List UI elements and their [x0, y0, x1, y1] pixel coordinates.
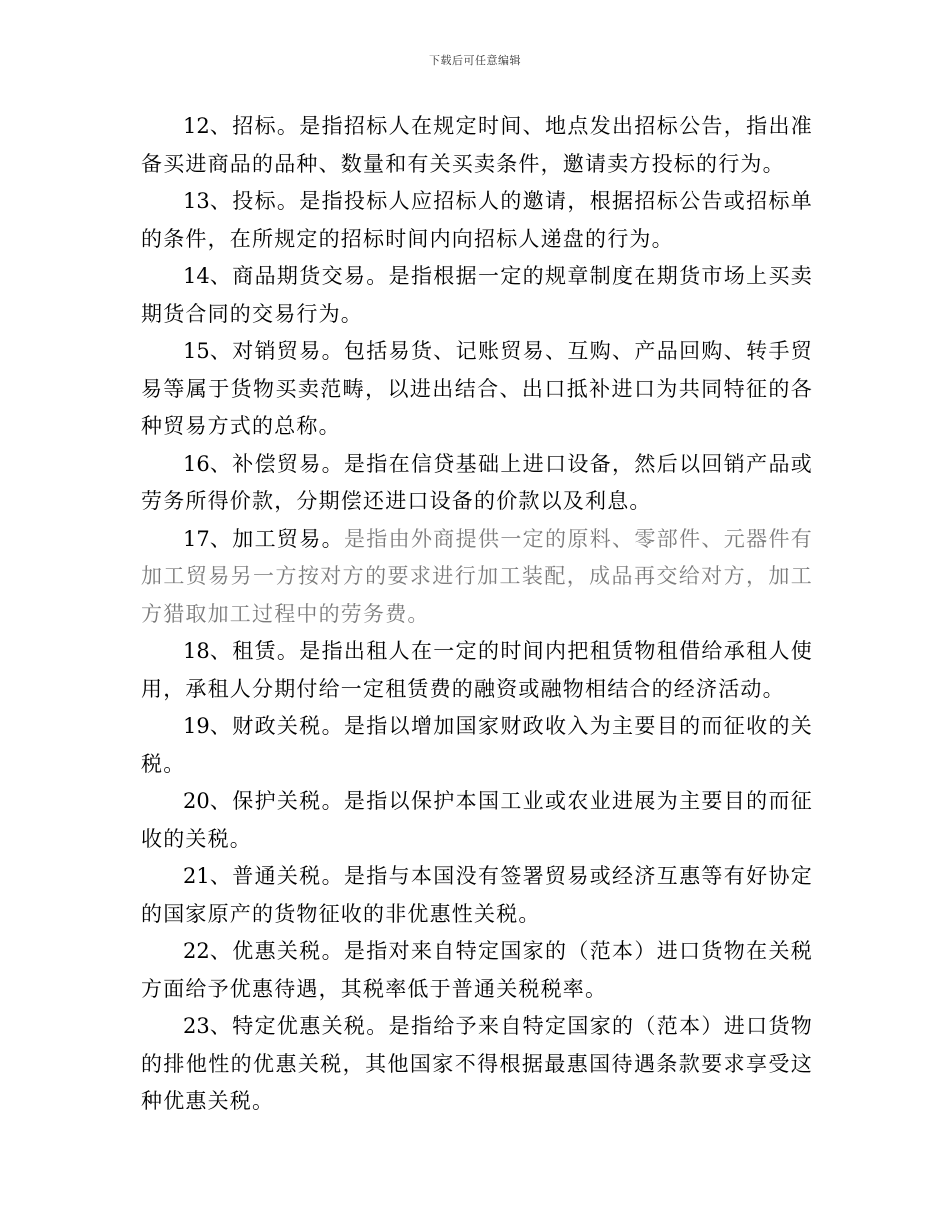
entry-12	[141, 108, 813, 183]
entry-description-muted: 是指由外商提供一定的原料、零部件、元器件有加工贸易另一方按对方的要求进行加工装配，成品再交给对方，加工方猎取加工过程中的劳务费。	[141, 526, 813, 626]
entry-19	[141, 708, 813, 783]
entry-text: 、投标。是指投标人应招标人的邀请，根据招标公告或招标单的条件，在所规定的招标时间内向招标人递盘的行为。	[141, 189, 813, 251]
entry-number: 23	[183, 1014, 210, 1038]
entry-number: 22	[183, 939, 210, 963]
entry-number: 14	[183, 264, 210, 288]
entry-text: 、加工贸易。	[209, 526, 344, 551]
entry-number: 19	[183, 714, 210, 738]
entry-20	[141, 783, 813, 858]
entry-number: 12	[183, 114, 210, 138]
entry-text: 、特定优惠关税。是指给予来自特定国家的（范本）进口货物的排他性的优惠关税，其他国家不得根据最惠国待遇条款要求享受这种优惠关税。	[141, 1014, 813, 1113]
entry-23	[141, 1008, 813, 1121]
entry-text: 、对销贸易。包括易货、记账贸易、互购、产品回购、转手贸易等属于货物买卖范畴，以进出结合、出口抵补进口为共同特征的各种贸易方式的总称。	[141, 339, 813, 438]
entry-text: 、优惠关税。是指对来自特定国家的（范本）进口货物在关税方面给予优惠待遇，其税率低于普通关税税率。	[141, 939, 813, 1001]
entry-17	[141, 521, 813, 634]
entry-number: 17	[183, 526, 210, 551]
entry-21	[141, 858, 813, 933]
entry-text: 、财政关税。是指以增加国家财政收入为主要目的而征收的关税。	[141, 714, 813, 776]
document-body	[141, 108, 813, 1121]
entry-number: 21	[183, 864, 210, 888]
entry-text: 、招标。是指招标人在规定时间、地点发出招标公告，指出准备买进商品的品种、数量和有关买卖条件，邀请卖方投标的行为。	[141, 114, 813, 176]
entry-text: 、保护关税。是指以保护本国工业或农业进展为主要目的而征收的关税。	[141, 789, 813, 851]
entry-13	[141, 183, 813, 258]
entry-text: 、商品期货交易。是指根据一定的规章制度在期货市场上买卖期货合同的交易行为。	[141, 264, 813, 326]
entry-number: 16	[183, 451, 210, 476]
entry-text: 、租赁。是指出租人在一定的时间内把租赁物租借给承租人使用，承租人分期付给一定租赁费的融资或融物相结合的经济活动。	[141, 639, 813, 701]
entry-22	[141, 933, 813, 1008]
entry-number: 15	[183, 339, 210, 363]
entry-number: 18	[183, 639, 210, 663]
entry-number: 20	[183, 789, 210, 813]
entry-18	[141, 633, 813, 708]
entry-text: 、补偿贸易。是指在信贷基础上进口设备，然后以回销产品或劳务所得价款，分期偿还进口设备的价款以及利息。	[141, 451, 813, 513]
entry-14	[141, 258, 813, 333]
entry-text: 、普通关税。是指与本国没有签署贸易或经济互惠等有好协定的国家原产的货物征收的非优惠性关税。	[141, 864, 813, 926]
entry-15	[141, 333, 813, 446]
entry-16	[141, 446, 813, 521]
entry-number: 13	[183, 189, 210, 213]
page-header: 下载后可任意编辑	[429, 54, 521, 67]
